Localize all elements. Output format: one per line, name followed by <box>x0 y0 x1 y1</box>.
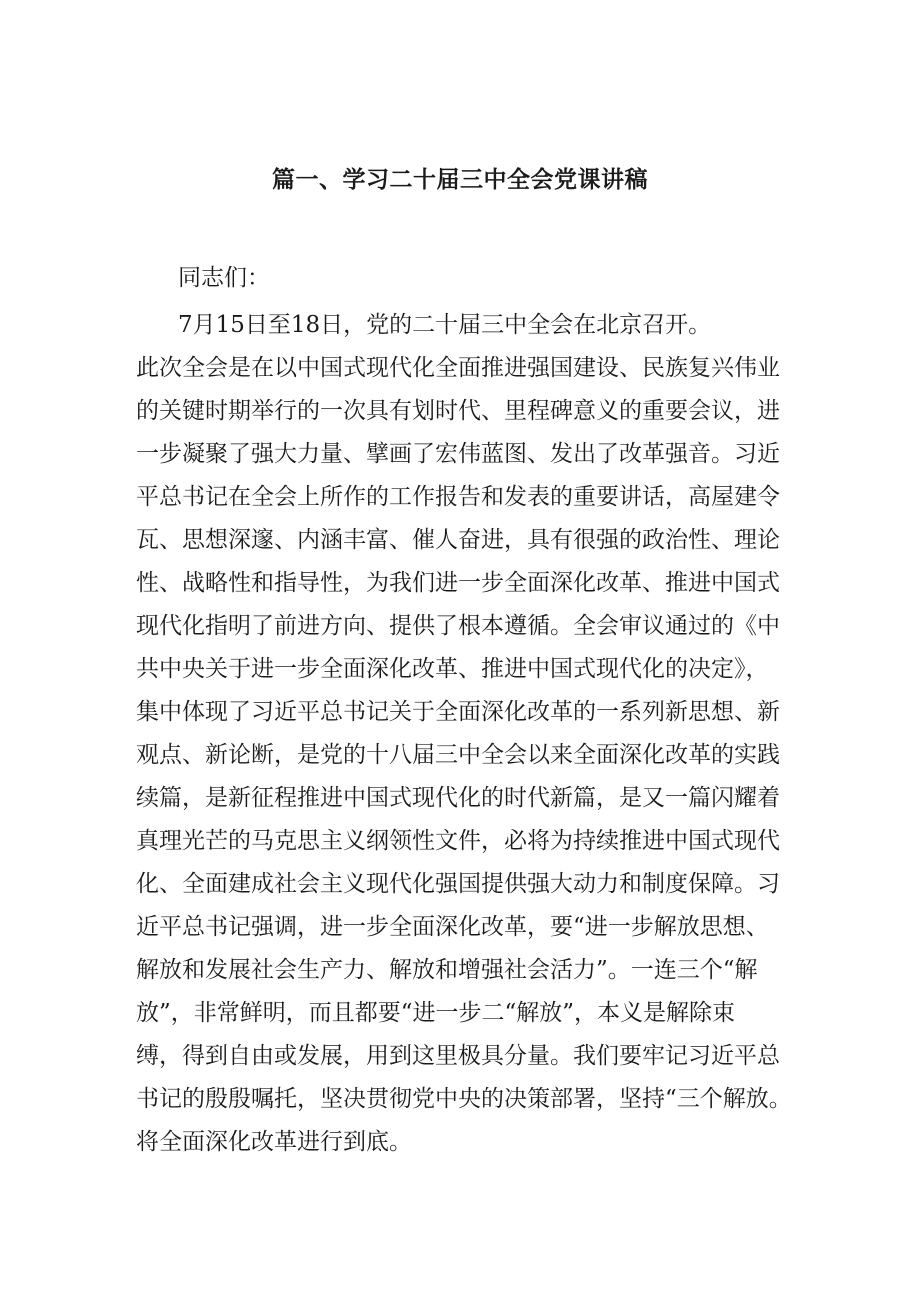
body-line: 缚，得到自由或发展，用到这里极具分量。我们要牢记习近平总 <box>136 1043 780 1069</box>
body-line: 书记的殷殷嘱托，坚决贯彻党中央的决策部署，坚持“三个解放。 <box>136 1086 792 1112</box>
body-line: 将全面深化改革进行到底。 <box>136 1129 412 1155</box>
body-line: 真理光芒的马克思主义纲领性文件，必将为持续推进中国式现代 <box>136 828 780 854</box>
body-line: 共中央关于进一步全面深化改革、推进中国式现代化的决定》， <box>136 656 769 682</box>
body-line: 近平总书记强调，进一步全面深化改革，要“进一步解放思想、 <box>136 914 769 940</box>
body-line: 续篇，是新征程推进中国式现代化的时代新篇，是又一篇闪耀着 <box>136 785 780 811</box>
body-line: 性、战略性和指导性，为我们进一步全面深化改革、推进中国式 <box>136 570 780 596</box>
body-line: 此次全会是在以中国式现代化全面推进强国建设、民族复兴伟业 <box>136 355 780 381</box>
body-line: 的关键时期举行的一次具有划时代、里程碑意义的重要会议，进 <box>136 398 780 424</box>
document-title: 篇一、学习二十届三中全会党课讲稿 <box>272 167 648 193</box>
body-line: 平总书记在全会上所作的工作报告和发表的重要讲话，高屋建令 <box>136 484 780 510</box>
salutation: 同志们： <box>178 265 270 291</box>
body-line: 解放和发展社会生产力、解放和增强社会活力”。一连三个“解 <box>136 957 758 983</box>
body-line: 观点、新论断，是党的十八届三中全会以来全面深化改革的实践 <box>136 742 780 768</box>
body-line: 一步凝聚了强大力量、擘画了宏伟蓝图、发出了改革强音。习近 <box>136 441 780 467</box>
body-line: 瓦、思想深邃、内涵丰富、催人奋进，具有很强的政治性、理论 <box>136 527 780 553</box>
body-line: 7月15日至18日，党的二十届三中全会在北京召开。 <box>178 312 712 338</box>
body-paragraph <box>136 304 796 1164</box>
body-line: 现代化指明了前进方向、提供了根本遵循。全会审议通过的《中 <box>136 613 780 639</box>
body-line: 集中体现了习近平总书记关于全面深化改革的一系列新思想、新 <box>136 699 780 725</box>
body-line: 化、全面建成社会主义现代化强国提供强大动力和制度保障。习 <box>136 871 780 897</box>
body-line: 放”，非常鲜明，而且都要“进一步二“解放”，本义是解除束 <box>136 1000 736 1026</box>
